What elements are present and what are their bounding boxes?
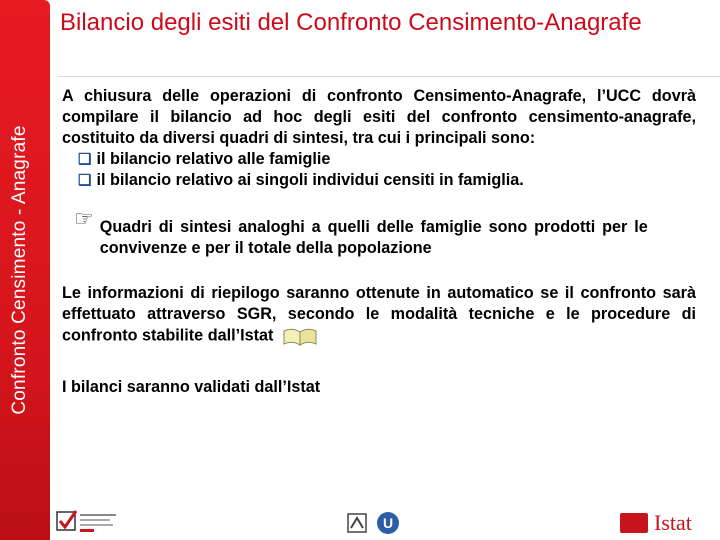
- note-text: Quadri di sintesi analoghi a quelli delle famiglie sono prodotti per le convivenze e per il totale della popolazione: [99, 218, 648, 257]
- checkbox-bullet-icon: ❑: [78, 172, 92, 189]
- summary-text: Le informazioni di riepilogo saranno ottenute in automatico se il confronto sarà effettuato attraverso SGR, secondo le modalità tecniche e le procedure di confronto stabilite dall’Istat: [62, 284, 696, 345]
- title-divider: [58, 76, 720, 77]
- note-block: [74, 206, 696, 259]
- bullet-text: il bilancio relativo ai singoli individui censiti in famiglia.: [96, 171, 524, 189]
- list-item: [78, 170, 696, 191]
- list-item: [78, 149, 696, 170]
- side-label: Confronto Censimento - Anagrafe: [9, 125, 30, 415]
- bullet-text: il bilancio relativo alle famiglie: [96, 150, 331, 168]
- side-band: [0, 0, 50, 540]
- open-book-icon: [282, 325, 318, 347]
- validation-paragraph: I bilanci saranno validati dall’Istat: [62, 378, 321, 396]
- summary-paragraph: [62, 283, 696, 347]
- istat-logo-text: Istat: [654, 510, 692, 535]
- census-logo: [56, 508, 120, 538]
- intro-paragraph: A chiusura delle operazioni di confronto Censimento-Anagrafe, l’UCC dovrà compilare il bilancio ad hoc degli esiti del confronto censimento-anagrafe, costituito da diversi quadri di sintesi, tra cui i principali sono:: [62, 87, 696, 147]
- pointing-hand-icon: ☞: [74, 206, 94, 231]
- partner-logos: [346, 510, 406, 536]
- slide-title: Bilancio degli esiti del Confronto Censimento-Anagrafe: [60, 9, 642, 36]
- checkbox-bullet-icon: ❑: [78, 151, 92, 168]
- slide-content: [62, 86, 696, 398]
- svg-text:U: U: [382, 515, 394, 531]
- istat-logo: [620, 510, 692, 536]
- istat-logo-mark: [620, 513, 648, 533]
- bullet-list: [78, 149, 696, 191]
